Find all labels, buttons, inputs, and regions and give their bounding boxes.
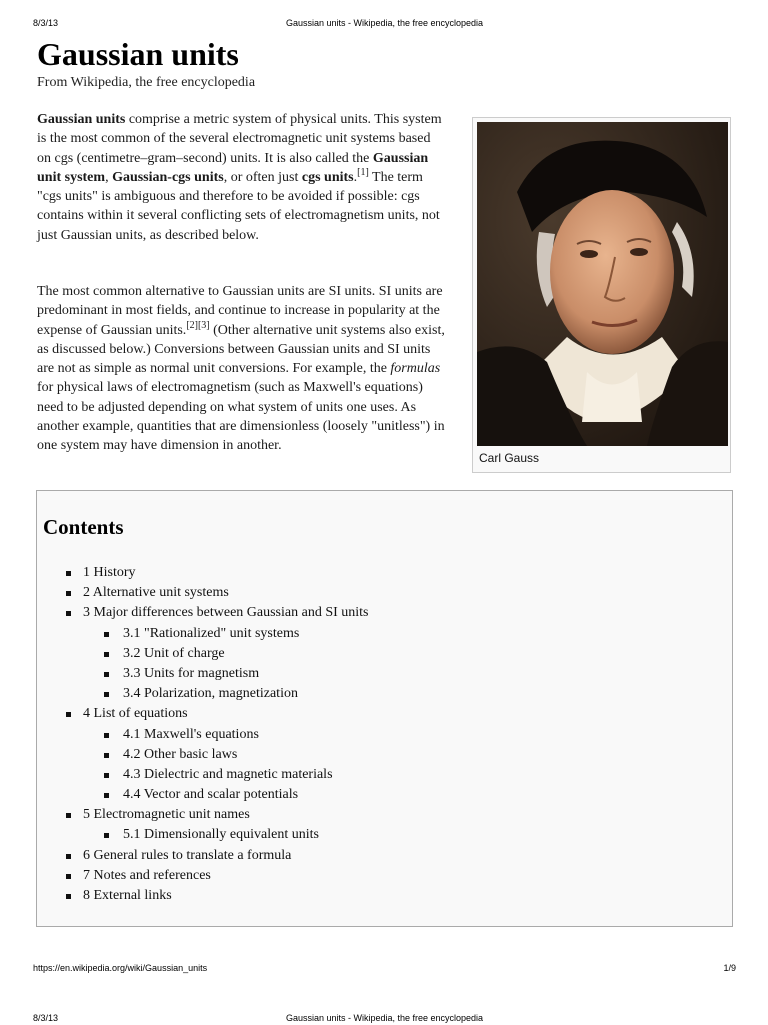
bullet-icon	[104, 833, 109, 838]
text-run: (Other alternative unit systems also exist, as discussed below.) Conversions between Gaussian units and SI units are not as simple as normal unit conversions. For example, the	[37, 322, 445, 377]
reference-link[interactable]: [2][3]	[186, 319, 210, 331]
toc-link[interactable]: 7 Notes and references	[83, 867, 211, 883]
bullet-icon	[66, 874, 71, 879]
bullet-icon	[66, 591, 71, 596]
intro-paragraph-1	[37, 110, 447, 245]
toc-item[interactable]	[37, 725, 732, 745]
toc-item[interactable]	[37, 704, 732, 724]
bold-term: Gaussian-cgs units	[112, 169, 224, 185]
toc-item[interactable]	[37, 765, 732, 785]
toc-item[interactable]	[37, 603, 732, 623]
toc-item[interactable]	[37, 805, 732, 825]
toc-link[interactable]: 5 Electromagnetic unit names	[83, 807, 250, 823]
bold-term: Gaussian units	[37, 112, 126, 127]
toc-link[interactable]: 4.1 Maxwell's equations	[123, 726, 259, 742]
bullet-icon	[66, 854, 71, 859]
print-header	[33, 18, 736, 30]
bullet-icon	[66, 712, 71, 717]
bullet-icon	[104, 773, 109, 778]
toc-link[interactable]: 3.2 Unit of charge	[123, 645, 225, 661]
bullet-icon	[66, 571, 71, 576]
text-run: , or often just	[223, 169, 302, 185]
text-run: The term "cgs units" is ambiguous and therefore to be avoided if possible: cgs contains within it several conflicting sets of electromagnetism units, not just Gaussian units, as described below.	[37, 169, 440, 243]
toc-item[interactable]	[37, 886, 732, 906]
toc-link[interactable]: 6 General rules to translate a formula	[83, 847, 292, 863]
bullet-icon	[104, 793, 109, 798]
print-page-title: Gaussian units - Wikipedia, the free encyclopedia	[285, 18, 484, 28]
bullet-icon	[66, 894, 71, 899]
bullet-icon	[104, 672, 109, 677]
toc-link[interactable]: 4.2 Other basic laws	[123, 746, 238, 762]
toc-link[interactable]: 4 List of equations	[83, 706, 188, 722]
italic-term: formulas	[390, 361, 441, 377]
toc-link[interactable]: 3.4 Polarization, magnetization	[123, 686, 298, 702]
reference-link[interactable]: [1]	[357, 166, 369, 178]
toc-item[interactable]	[37, 563, 732, 583]
print-date: 8/3/13	[33, 1013, 59, 1023]
print-footer	[33, 963, 736, 975]
page-title: Gaussian units	[37, 36, 239, 72]
toc-item[interactable]	[37, 583, 732, 603]
toc-item[interactable]	[37, 664, 732, 684]
bullet-icon	[104, 753, 109, 758]
portrait-image[interactable]	[477, 122, 728, 446]
toc-link[interactable]: 4.3 Dielectric and magnetic materials	[123, 766, 333, 782]
print-page-title: Gaussian units - Wikipedia, the free encyclopedia	[285, 1013, 484, 1023]
intro-paragraph-2	[37, 282, 447, 456]
text-run: comprise a metric system of physical units. This system is the most common of the several electromagnetic unit systems based on cgs (centimetre–gram–second) units. It is also called the	[37, 112, 442, 166]
site-subtitle: From Wikipedia, the free encyclopedia	[37, 75, 256, 90]
bullet-icon	[104, 632, 109, 637]
bullet-icon	[104, 733, 109, 738]
toc-item[interactable]	[37, 745, 732, 765]
toc-link[interactable]: 8 External links	[83, 888, 172, 903]
text-run: The most common alternative to Gaussian units are SI units. SI units are predominant in most fields, and continue to increase in popularity at the expense of Gaussian units.	[37, 284, 443, 338]
toc-link[interactable]: 2 Alternative unit systems	[83, 585, 229, 601]
toc-item[interactable]	[37, 624, 732, 644]
print-date: 8/3/13	[33, 18, 59, 28]
page-number: 1/9	[723, 963, 736, 973]
toc-item[interactable]	[37, 846, 732, 866]
next-page-header	[33, 1013, 736, 1025]
portrait-illustration	[477, 122, 728, 446]
bullet-icon	[104, 692, 109, 697]
toc-title: Contents	[43, 515, 124, 539]
text-run: .	[353, 169, 358, 185]
bullet-icon	[104, 652, 109, 657]
text-run: ,	[105, 169, 113, 185]
toc-item[interactable]	[37, 866, 732, 886]
toc-link[interactable]: 3 Major differences between Gaussian and SI units	[83, 605, 369, 621]
toc-link[interactable]: 5.1 Dimensionally equivalent units	[123, 827, 319, 843]
bold-term: Gaussian unit system	[37, 150, 429, 185]
toc-link[interactable]: 3.1 "Rationalized" unit systems	[123, 625, 300, 641]
toc-link[interactable]: 3.3 Units for magnetism	[123, 665, 260, 681]
text-run: for physical laws of electromagnetism (such as Maxwell's equations) need to be adjusted depending on what system of units one uses. As another example, quantities that are dimensionless (loosely "unitless") in one system may have dimension in another.	[37, 380, 445, 454]
page-url: https://en.wikipedia.org/wiki/Gaussian_units	[33, 963, 208, 973]
toc-item[interactable]	[37, 684, 732, 704]
toc-item[interactable]	[37, 644, 732, 664]
bullet-icon	[66, 813, 71, 818]
thumbnail-box	[472, 117, 731, 473]
bullet-icon	[66, 611, 71, 616]
image-caption: Carl Gauss	[479, 451, 540, 465]
toc-list	[37, 563, 732, 906]
bold-term: cgs units	[301, 169, 354, 185]
toc-item[interactable]	[37, 785, 732, 805]
toc-link[interactable]: 4.4 Vector and scalar potentials	[123, 787, 299, 803]
table-of-contents	[36, 490, 733, 927]
toc-link[interactable]: 1 History	[83, 565, 136, 580]
toc-item[interactable]	[37, 825, 732, 845]
